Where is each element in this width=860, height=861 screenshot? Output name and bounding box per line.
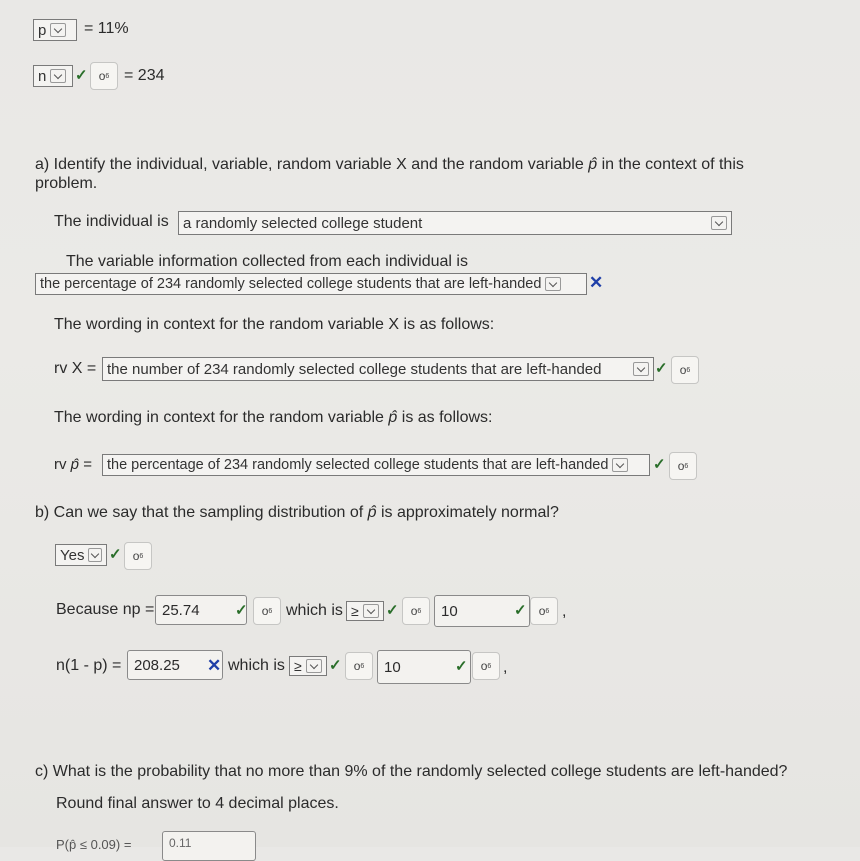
comma-2: , [503, 659, 508, 676]
threshold-value-1: 10 [441, 602, 458, 620]
retry-icon[interactable]: o 6 [345, 652, 373, 680]
p-hat-symbol: p̂ [70, 456, 80, 473]
retry-icon[interactable]: o 6 [402, 597, 430, 625]
probability-expression: P(p̂ ≤ 0.09) = [56, 837, 132, 852]
check-icon: ✓ [329, 657, 342, 674]
probability-input[interactable] [162, 831, 256, 861]
p-hat-symbol: p̂ [367, 504, 377, 521]
variable-dropdown-value: the percentage of 234 randomly selected college students that are left-handed [40, 276, 542, 292]
part-a-question-line2: problem. [35, 175, 98, 192]
retry-icon[interactable]: o 6 [472, 652, 500, 680]
chevron-down-icon [363, 604, 379, 618]
rvx-dropdown-value: the number of 234 randomly selected college students that are left-handed [107, 360, 602, 378]
rvp-intro-end: is as follows: [401, 409, 493, 426]
p-hat-symbol: p̂ [588, 156, 598, 173]
rvp-dropdown-value: the percentage of 234 randomly selected college students that are left-handed [107, 457, 609, 473]
part-c-instruction: Round final answer to 4 decimal places. [56, 795, 339, 812]
p-value-text: = 11% [84, 20, 129, 37]
np-input[interactable] [155, 595, 247, 625]
individual-dropdown-value: a randomly selected college student [183, 214, 423, 232]
check-icon: ✓ [386, 602, 399, 619]
threshold-value-2: 10 [384, 658, 401, 676]
chevron-down-icon [306, 659, 322, 673]
comparison-value-1: ≥ [351, 603, 359, 619]
retry-icon[interactable]: o 6 [253, 597, 281, 625]
rvp-intro-text: The wording in context for the random variable [54, 409, 384, 426]
retry-icon[interactable]: o 6 [671, 356, 699, 384]
check-icon: ✓ [514, 602, 527, 619]
rvp-intro [54, 409, 492, 427]
comparison-dropdown-1[interactable] [346, 601, 384, 621]
check-icon: ✓ [75, 67, 88, 84]
part-a-question [35, 156, 744, 174]
n-value-text: = 234 [124, 67, 165, 84]
nq-label: n(1 - p) = [56, 657, 122, 674]
rvp-label-rv: rv [54, 456, 67, 473]
rvx-dropdown[interactable] [102, 357, 654, 381]
chevron-down-icon [50, 69, 66, 83]
rvx-intro: The wording in context for the random variable X is as follows: [54, 316, 495, 333]
p-dropdown[interactable] [33, 19, 77, 41]
chevron-down-icon [50, 23, 66, 37]
rvp-label-eq: = [83, 456, 92, 473]
p-hat-symbol: p̂ [388, 409, 398, 426]
incorrect-icon: ✕ [207, 656, 222, 675]
part-a-question-end: in the context of this [601, 156, 744, 173]
chevron-down-icon [545, 277, 561, 291]
check-icon: ✓ [455, 658, 468, 675]
variable-dropdown[interactable] [35, 273, 587, 295]
chevron-down-icon [88, 548, 102, 562]
rvx-label: rv X = [54, 360, 97, 377]
incorrect-icon: ✕ [589, 273, 604, 292]
rvp-label [54, 456, 92, 473]
np-input-value: 25.74 [162, 601, 200, 619]
part-b-question [35, 504, 559, 522]
check-icon: ✓ [109, 546, 122, 563]
retry-icon[interactable]: o 6 [669, 452, 697, 480]
comparison-dropdown-2[interactable] [289, 656, 327, 676]
retry-icon[interactable]: o 6 [90, 62, 118, 90]
chevron-down-icon [711, 216, 727, 230]
np-label: Because np = [56, 601, 155, 618]
normal-answer-dropdown[interactable] [55, 544, 107, 566]
chevron-down-icon [612, 458, 628, 472]
check-icon: ✓ [235, 602, 248, 619]
probability-input-value: 0.11 [169, 836, 192, 850]
chevron-down-icon [633, 362, 649, 376]
variable-prefix: The variable information collected from each individual is [66, 253, 468, 270]
n-dropdown-label: n [38, 67, 47, 85]
check-icon: ✓ [653, 456, 666, 473]
part-c-question: c) What is the probability that no more than 9% of the randomly selected college students are left-handed? [35, 763, 788, 780]
part-a-question-text: a) Identify the individual, variable, random variable X and the random variable [35, 156, 584, 173]
check-icon: ✓ [655, 360, 668, 377]
part-b-question-end: is approximately normal? [380, 504, 559, 521]
which-is-label-2: which is [228, 657, 285, 674]
part-b-question-text: b) Can we say that the sampling distribution of [35, 504, 364, 521]
retry-icon[interactable]: o 6 [530, 597, 558, 625]
comparison-value-2: ≥ [294, 658, 302, 674]
individual-prefix: The individual is [54, 213, 169, 230]
individual-dropdown[interactable] [178, 211, 732, 235]
rvp-dropdown[interactable] [102, 454, 650, 476]
comma-1: , [562, 603, 567, 620]
which-is-label-1: which is [286, 602, 343, 619]
retry-icon[interactable]: o 6 [124, 542, 152, 570]
n-dropdown[interactable] [33, 65, 73, 87]
nq-input-value: 208.25 [134, 656, 180, 674]
normal-answer-value: Yes [60, 546, 85, 564]
p-dropdown-label: p [38, 21, 47, 39]
